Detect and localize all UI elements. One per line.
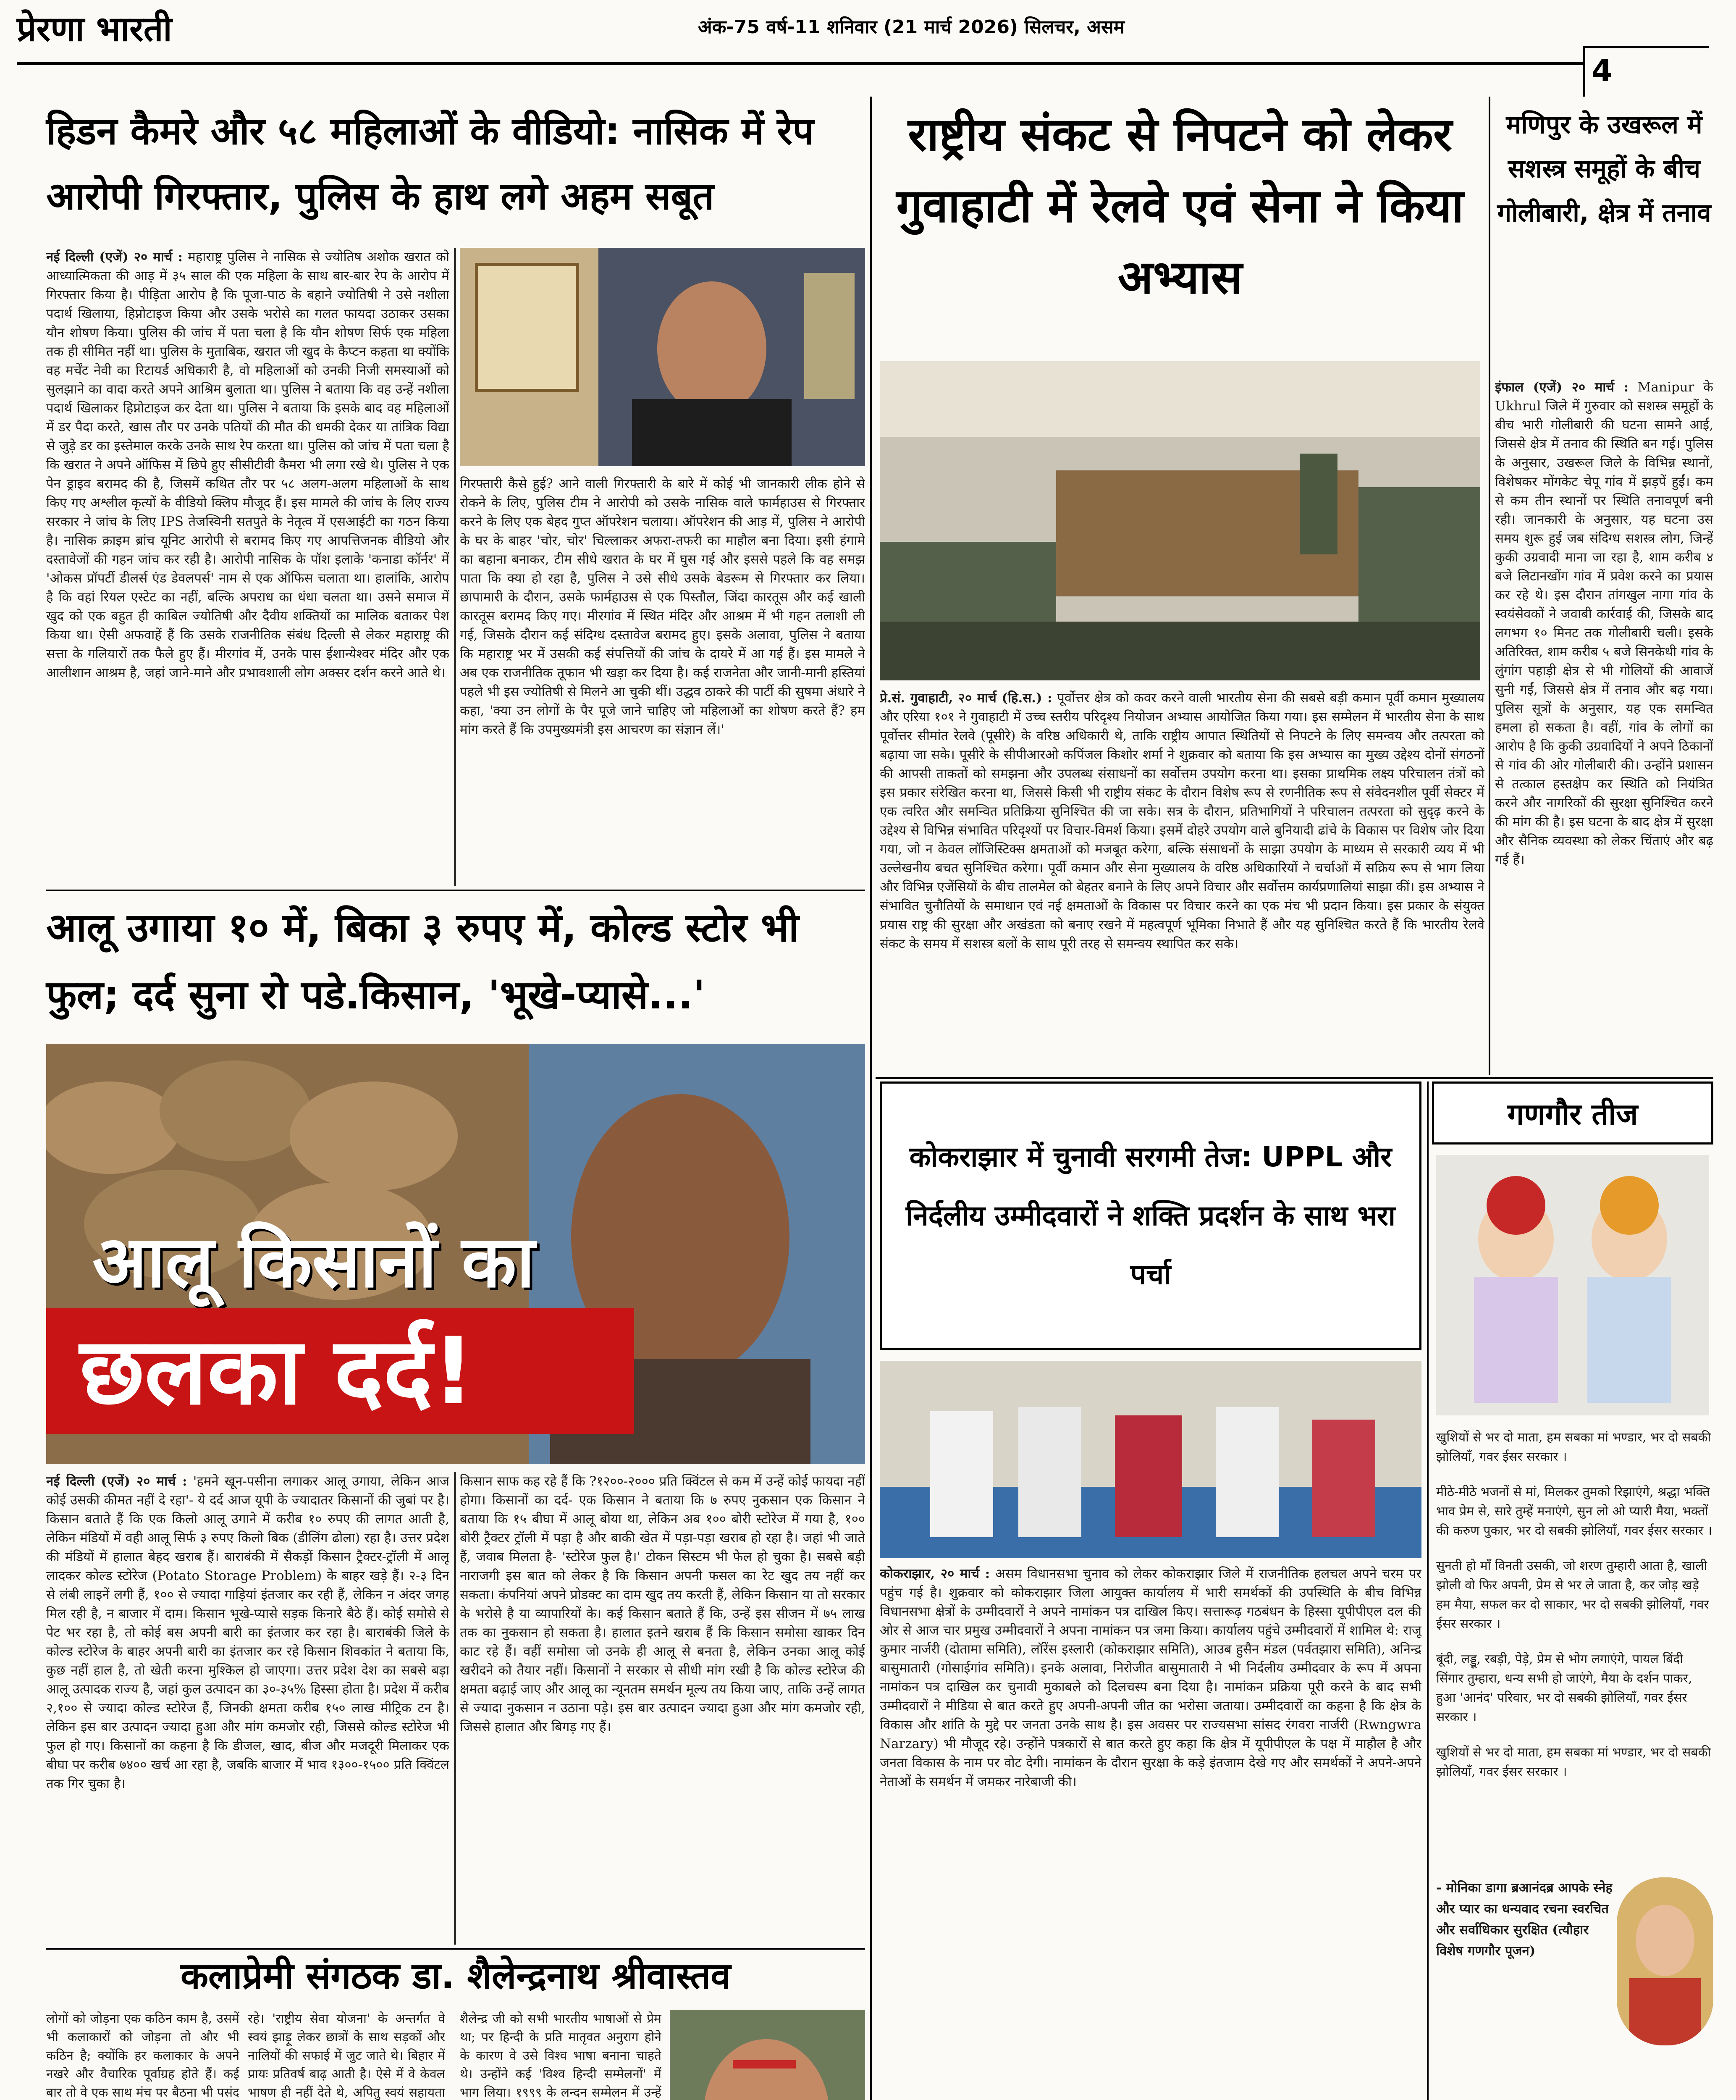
shailendra-body-text-1: लोगों को जोड़ना एक कठिन काम है, उसमें भी कलाकारों को जोड़ना तो और भी कठिन है; क्योंकि हर कलाकार के अपने नखरे और वैचारिक पूर्वाग्रह होते हैं। कई बार तो वे एक साथ मंच पर बैठना भी पसंद bbox=[46, 2011, 239, 2100]
page-number: 4 bbox=[1592, 53, 1613, 88]
kokrajhar-dateline: कोकराझार, २० मार्च : bbox=[880, 1566, 990, 1581]
shailendra-body-col2 bbox=[248, 2010, 445, 2100]
kokrajhar-headline bbox=[880, 1082, 1421, 1350]
kokrajhar-photo-illustration bbox=[880, 1361, 1421, 1558]
manipur-headline: मणिपुर के उखरूल में सशस्त्र समूहों के बीच गोलीबारी, क्षेत्र में तनाव bbox=[1497, 110, 1711, 228]
nashik-body-col1 bbox=[46, 248, 449, 886]
potato-body-text-2: किसान साफ कह रहे हैं कि ?१२००-२००० प्रति क्विंटल से कम में उन्हें कोई फायदा नहीं होगा। किसानों का दर्द- एक किसान ने बताया कि ७ रुपए नुकसान एक किसान ने बताया कि १५ बीघा में आलू बोया था, लेकिन अब १०० बोरी स्टोरेज में गया है, १०० बोरी ट्रैक्टर ट्रॉली में पड़ा है और बाकी खेत में पड़ा-पड़ा खराब हो रहा है। जहां भी जाते हैं, जवाब मिलता है- 'स्टोरेज फुल है।' टोकन सिस्टम भी फेल हो चुका है। सबसे बड़ी नाराजगी इस बात को लेकर है कि किसान अपनी फसल का रेट खुद तय नहीं कर सकता। कंपनियां अपने प्रोडक्ट का दाम खुद तय करती हैं, लेकिन किसान या तो सरकार के भरोसे है या व्यापारियों के। कई किसान बताते हैं कि, उन्हें इस सीजन में ७५ लाख तक का नुकसान हो सकता है। हालात इतने खराब हैं कि किसान समोसा खाकर दिन काट रहे हैं। वहीं समोसा जो उनके ही आलू से बनता है, लेकिन उनका आलू कोई खरीदने को तैयार नहीं। किसानों ने सरकार से सीधी मांग रखी है कि कोल्ड स्टोरेज की क्षमता बढ़ाई जाए और आलू का न्यूनतम समर्थन मूल्य तय किया जाए, ताकि उन्हें लागत से ज्यादा नुकसान न उठाना पड़े। इस बार उत्पादन ज्यादा हुआ और मांग कमजोर रही, जिससे हालात और बिगड़ गए हैं। bbox=[460, 1474, 865, 1735]
author-photo-illustration bbox=[1617, 1877, 1713, 2045]
kokrajhar-nomination-photo bbox=[880, 1361, 1421, 1558]
masthead-page-box bbox=[1583, 46, 1709, 97]
guwahati-meeting-photo bbox=[880, 361, 1480, 680]
nashik-body-text-2: गिरफ्तारी कैसे हुई? आने वाली गिरफ्तारी के बारे में कोई भी जानकारी लीक होने से रोकने के लिए, पुलिस टीम ने आरोपी को उसके नासिक वाले फार्महाउस से गिरफ्तार करने के लिए एक बेहद गुप्त ऑपरेशन चलाया। ऑपरेशन की आड़ में, पुलिस ने आरोपी के घर के बाहर 'चोर, चोर' चिल्लाकर अफरा-तफरी का माहौल बना दिया। इसी हंगामे का बहाना बनाकर, टीम सीधे खरात के घर में घुस गई और इससे पहले कि वह समझ पाता कि क्या हो रहा है, पुलिस ने उसे सीधे उसके बेडरूम से गिरफ्तार कर लिया। छापामारी के दौरान, उसके फार्महाउस से एक पिस्तौल, जिंदा कारतूस और कई खाली कारतूस बरामद किए गए। मीरगांव में स्थित मंदिर और आश्रम में भी गहन तलाशी ली गई, जिसके दौरान कई संदिग्ध दस्तावेज बरामद हुए। इसके अलावा, पुलिस ने बताया कि महाराष्ट्र भर में उसकी कई संपत्तियों की जांच के दायरे में आ गई हैं। इस मामले ने अब एक राजनीतिक तूफान भी खड़ा कर दिया है। कई राजनेता और जानी-मानी हस्तियां पहले भी इस ज्योतिषी से मिलने आ चुकी थीं। उद्धव ठाकरे की पार्टी की सुषमा अंधारे ने कहा, 'क्या उन लोगों के पैर पूजे जाने चाहिए जो महिलाओं का शोषण करते हैं? हम मांग करते हैं कि उपमुख्यमंत्री इस आचरण का संज्ञान लें।' bbox=[460, 476, 865, 737]
column-rule-right-upper bbox=[1489, 97, 1490, 1075]
column-rule-left-inner-2 bbox=[454, 1472, 456, 1945]
guwahati-body-text: पूर्वोत्तर क्षेत्र को कवर करने वाली भारतीय सेना की सबसे बड़ी कमान पूर्वी कमान मुख्यालय और एरिया १०१ ने गुवाहाटी में उच्च स्तरीय परिदृश्य नियोजन अभ्यास आयोजित किया गया। इस सम्मेलन में भारतीय सेना के साथ पूर्वोत्तर सीमांत रेलवे (पूसीरे) के वरिष्ठ अधिकारी थे, ताकि राष्ट्रीय आपात स्थितियों से निपटने के लिए समन्वय और तत्परता को बढ़ाया जा सके। पूसीरे के सीपीआरओ कपिंजल किशोर शर्मा ने शुक्रवार को बताया कि इस अभ्यास का मुख्य उद्देश्य दोनों संगठनों की आपसी ताकतों को समझना और उपलब्ध संसाधनों का सर्वोत्तम उपयोग करना था। इसका प्राथमिक लक्ष्य परिचालन तंत्रों को इस प्रकार संरेखित करना था, जिससे किसी भी राष्ट्रीय संकट के दौरान विशेष रूप से रणनीतिक रूप से संवेदनशील पूर्वी सेक्टर में एक त्वरित और समन्वित प्रतिक्रिया सुनिश्चित की जा सके। सत्र के दौरान, प्रतिभागियों ने परिचालन तत्परता को सुदृढ़ करने के उद्देश्य से विभिन्न संभावित परिदृश्यों पर विचार-विमर्श किया। इसमें दोहरे उपयोग वाले बुनियादी ढांचे के विकास पर विशेष जोर दिया गया, जो न केवल लॉजिस्टिक्स क्षमताओं को मजबूत करेगा, बल्कि संसाधनों के साझा उपयोग के माध्यम से सरकारी व्यय में भी उल्लेखनीय बचत सुनिश्चित करेगा। पूर्वी कमान और सेना मुख्यालय के वरिष्ठ अधिकारियों ने चर्चाओं में सक्रिय रूप से भाग लिया और विभिन्न एजेंसियों के बीच तालमेल को बेहतर बनाने के लिए अपने विचार और सर्वोत्तम कार्यप्रणालियां साझा कीं। इस अभ्यास ने संभावित चुनौतियों के समाधान एवं नई क्षमताओं के विकास पर विचार करने का एक मंच भी प्रदान किया। इस प्रकार के संयुक्त प्रयास राष्ट्र की सुरक्षा और अखंडता को बनाए रखने में महत्वपूर्ण भूमिका निभाते हैं और यह सुनिश्चित करते हैं कि भारतीय रेलवे संकट के समय में सशस्त्र बलों के साथ पूरी तरह से समन्वय स्थापित कर सके। bbox=[880, 690, 1484, 951]
column-rule-left-inner bbox=[454, 248, 456, 886]
section-rule-nashik bbox=[46, 890, 865, 891]
potato-headline: आलू उगाया १० में, बिका ३ रुपए में, कोल्ड स्टोर भी फुल; दर्द सुना रो पडे.किसान, 'भूखे-प्यासे...' bbox=[46, 905, 799, 1018]
potato-dateline: नई दिल्ली (एजें) २० मार्च : bbox=[46, 1474, 187, 1489]
nashik-headline: हिडन कैमरे और ५८ महिलाओं के वीडियो: नासिक में रेप आरोपी गिरफ्तार, पुलिस के हाथ लगे अहम सबूत bbox=[46, 109, 814, 218]
nashik-photo-illustration bbox=[460, 248, 865, 466]
gangaur-author-photo bbox=[1617, 1877, 1713, 2045]
shailendra-body-col3 bbox=[460, 2010, 661, 2100]
potato-body-text-1: 'हमने खून-पसीना लगाकर आलू उगाया, लेकिन आज कोई उसकी कीमत नहीं दे रहा'- ये दर्द आज यूपी के ज्यादातर किसानों की जुबां पर है। किसान बताते हैं कि एक किलो आलू उगाने में करीब १० रुपए की लागत आती है, लेकिन मंडियों में वही आलू सिर्फ ३ रुपए किलो बिक (डीलिंग ढोला) रहा है। उत्तर प्रदेश की मंडियों में हालात बेहद खराब हैं। बाराबंकी में सैकड़ों किसान ट्रैक्टर-ट्रॉली में आलू लादकर कोल्ड स्टोरेज (Potato Storage Problem) के बाहर खड़े हैं। २-३ दिन से लंबी लाइनें लगी हैं, १०० से ज्यादा गाड़ियां इंतजार कर रही हैं, लेकिन न अंदर जगह मिल रही है, न बाजार में दाम। किसान भूखे-प्यासे सड़क किनारे बैठे हैं। कोई समोसे से पेट भर रहा है, तो कोई बस अपनी बारी का इंतजार कर रहा है। बाराबंकी जिले के कोल्ड स्टोरेज के बाहर अपनी बारी का इंतजार कर रहे किसान शिवकांत ने बताया कि, कुछ नहीं हाल है, तो खेती करना मुश्किल हो जाएगा। उत्तर प्रदेश देश का सबसे बड़ा आलू उत्पादक राज्य है, जहां कुल उत्पादन का ३०-३५% हिस्सा होता है। प्रदेश में करीब २,१०० से ज्यादा कोल्ड स्टोरेज हैं, जिनकी क्षमता करीब १५० लाख मीट्रिक टन है। लेकिन इस बार उत्पादन ज्यादा हुआ और मांग कमजोर रही, जिससे कोल्ड स्टोरेज भी फुल हो गए। किसानों का कहना है कि डीजल, खाद, बीज और मजदूरी मिलाकर एक बीघा पर करीब ७४०० खर्च आ रहा है, जबकि बाजार में भाव १३००-१५०० प्रति क्विंटल तक गिर चुका है। bbox=[46, 1474, 449, 1791]
gangaur-title bbox=[1432, 1082, 1713, 1144]
gangaur-photo-illustration bbox=[1436, 1155, 1709, 1415]
masthead-issue-line: अंक-75 वर्ष-11 शनिवार (21 मार्च 2026) सिलचर, असम bbox=[698, 16, 1125, 38]
guwahati-headline: राष्ट्रीय संकट से निपटने को लेकर गुवाहाटी में रेलवे एवं सेना ने किया अभ्यास bbox=[896, 108, 1464, 304]
nashik-body-text-1: महाराष्ट्र पुलिस ने नासिक से ज्योतिष अशोक खरात को आध्यात्मिकता की आड़ में ३५ साल की एक महिला के साथ बार-बार रेप के आरोप में गिरफ्तार किया है। पीड़िता आरोप है कि पूजा-पाठ के बहाने ज्योतिषी ने उसे नशीला पदार्थ खिलाया, हिप्नोटाइज किया और उसके भरोसे का गलत फायदा उठाकर उसका यौन शोषण किया। पुलिस की जांच में पता चला है कि यौन शोषण सिर्फ एक महिला तक ही सीमित नहीं था। पुलिस के मुताबिक, खरात जी खुद के कैप्टन कहता था क्योंकि वह मर्चेंट नेवी का रिटायर्ड अधिकारी है, वो महिलाओं को उनकी निजी समस्याओं को सुलझाने का वादा करते अपने आश्रिम बुलाता था। पुलिस ने बताया कि वह उन्हें नशीला पदार्थ खिलाकर हिप्नोटाइज कर देता था। पुलिस ने बताया कि इसके बाद वह महिलाओं में डर पैदा करते, खास तौर पर उनके पतियों की मौत की धमकी देकर या तांत्रिक विद्या से जुड़े डर का इस्तेमाल करके उनके साथ रेप करता था। पुलिस को जांच में पता चला है कि खरात ने अपने ऑफिस में छिपे हुए सीसीटीवी कैमरा भी लगा रखे थे। पुलिस ने एक पेन ड्राइव बरामद की है, जिसमें कथित तौर पर ५८ अलग-अलग महिलाओं के साथ किए गए अश्लील कृत्यों के वीडियो क्लिप मौजूद हैं। इस मामले की जांच के लिए राज्य सरकार ने जांच के लिए IPS तेजस्विनी सतपुते के नेतृत्व में एसआईटी का गठन किया है। नासिक क्राइम ब्रांच यूनिट आरोपी से बरामद किए गए आपत्तिजनक वीडियो और दस्तावेजों की गहन जांच कर रही है। आरोपी नासिक के पॉश इलाके 'कनाडा कॉर्नर' में 'ओकस प्रॉपर्टी डीलर्स एंड डेवलपर्स' नाम से एक ऑफिस चलाता था। हालांकि, आरोप है कि वहां रियल एस्टेट का नहीं, बल्कि अपराध का धंधा चलता था। उसने समाज में खुद को एक बहुत ही काबिल ज्योतिषी और दैवीय शक्तियों का मालिक बताकर पेश किया था। ऐसी अफवाहें हैं कि उसके राजनीतिक संबंध दिल्ली से लेकर महाराष्ट्र की सत्ता के गलियारों तक फैले हुए हैं। मीरगांव में, उनके पास ईशान्येश्वर मंदिर और एक आलीशान आश्रम है, जहां जाने-माने और प्रभावशाली लोग अक्सर दर्शन करने आते थे। bbox=[46, 249, 449, 680]
nashik-dateline: नई दिल्ली (एजें) २० मार्च : bbox=[46, 249, 183, 265]
gangaur-verse-5: खुशियों से भर दो माता, हम सबका मां भण्डार, भर दो सबकी झोलियाँ, गवर ईसर सरकार । bbox=[1436, 1745, 1711, 1779]
nashik-body-col2 bbox=[460, 475, 865, 886]
masthead-rule bbox=[17, 62, 1583, 65]
potato-farmer-photo bbox=[46, 1044, 865, 1464]
shailendra-body-text-3: शैलेन्द्र जी को सभी भारतीय भाषाओं से प्रेम था; पर हिन्दी के प्रति मातृवत अनुराग होने के कारण वे उसे विश्व भाषा बनाना चाहते थे। उन्होंने कई 'विश्व हिन्दी सम्मेलनों' में भाग लिया। १९९९ के लन्दन सम्मेलन में उन्हें bbox=[460, 2011, 661, 2100]
nashik-accused-photo bbox=[460, 248, 865, 466]
shailendra-body-col1 bbox=[46, 2010, 239, 2100]
kokrajhar-headline-text: कोकराझार में चुनावी सरगमी तेज: UPPL और निर्दलीय उम्मीदवारों ने शक्ति प्रदर्शन के साथ भरा पर्चा bbox=[906, 1141, 1395, 1291]
gangaur-verse-4: बूंदी, लड्डू, रबड़ी, पेड़े, प्रेम से भोग लगाएंगे, पायल बिंदी सिंगार तुम्हारा, धन्य सभी हो जाएंगे, मैया के दर्शन पाकर, हुआ 'आनंद' परिवार, भर दो सबकी झोलियाँ, गवर ईसर सरकार । bbox=[1436, 1652, 1692, 1725]
guwahati-dateline: प्रे.सं. गुवाहाटी, २० मार्च (हि.स.) : bbox=[880, 690, 1052, 706]
gangaur-author bbox=[1436, 1877, 1613, 2045]
potato-body-col2 bbox=[460, 1472, 865, 1945]
manipur-body bbox=[1495, 378, 1713, 1075]
section-rule-potato bbox=[46, 1948, 865, 1950]
shailendra-body-text-2: रहे। 'राष्ट्रीय सेवा योजना' के अन्तर्गत वे स्वयं झाड़ू लेकर छात्रों के साथ सड़कों और नालियों की सफाई में जुट जाते थे। बिहार में प्रायः प्रतिवर्ष बाढ़ आती है। ऐसे में वे केवल भाषण ही नहीं देते थे, अपितु स्वयं सहायता bbox=[248, 2011, 445, 2100]
guwahati-body bbox=[880, 689, 1484, 1075]
potato-photo-title-line2: छलका दर्द! bbox=[46, 1308, 634, 1434]
shailendra-portrait-photo bbox=[670, 2010, 865, 2100]
gangaur-idol-photo bbox=[1436, 1155, 1709, 1415]
column-rule-right-lower bbox=[1427, 1082, 1429, 2100]
kokrajhar-body-text: असम विधानसभा चुनाव को लेकर कोकराझार जिले में राजनीतिक हलचल अपने चरम पर पहुंच गई है। शुक्रवार को कोकराझार जिला आयुक्त कार्यालय में भारी समर्थकों की उपस्थिति के बीच विभिन्न विधानसभा क्षेत्रों के उम्मीदवारों ने अपने नामांकन पत्र दाखिल किए। सत्तारूढ़ गठबंधन के हिस्सा यूपीपीएल दल की ओर से आज चार प्रमुख उम्मीदवारों ने अपना नामांकन पत्र जमा किया। कार्यालय पहुंचे उम्मीदवारों में शामिल थे: राजू कुमार नार्जरी (दोतामा समिति), लॉरेंस इस्लारी (कोकराझार समिति), आउब हुसैन मंडल (पर्वतझारा समिति), अनिन्द्र बासुमातारी (गोसाईगांव समिति)। इनके अलावा, निरोजीत बासुमातारी ने भी निर्दलीय उम्मीदवार के रूप में अपना नामांकन पत्र दाखिल कर चुनावी मुकाबले को दिलचस्प बना दिया है। नामांकन प्रक्रिया पूरी करने के बाद सभी उम्मीदवारों ने मीडिया से बात करते हुए अपनी-अपनी जीत का भरोसा जताया। उम्मीदवारों का कहना है कि क्षेत्र के विकास और शांति के मुद्दे पर जनता उनके साथ है। इस अवसर पर राज्यसभा सांसद रंगवरा नार्जरी (Rwngwra Narzary) भी मौजूद रहे। उन्होंने पत्रकारों से बात करते हुए कहा कि क्षेत्र में यूपीपीएल के पक्ष में माहौल है और जनता विकास के नाम पर वोट देगी। नामांकन के दौरान सुरक्षा के कड़े इंतजाम देखे गए और समर्थकों ने अपने-अपने नेताओं के समर्थन में जमकर नारेबाजी की। bbox=[880, 1566, 1421, 1789]
guwahati-photo-illustration bbox=[880, 361, 1480, 680]
gangaur-verse-3: सुनती हो माँ विनती उसकी, जो शरण तुम्हारी आता है, खाली झोली वो फिर अपनी, प्रेम से भर ले जाता है, कर जोड़ खड़े हम मैया, सफल कर दो साकार, भर दो सबकी झोलियाँ, गवर ईसर सरकार । bbox=[1436, 1559, 1709, 1631]
kokrajhar-body bbox=[880, 1564, 1421, 2100]
column-rule-center bbox=[870, 97, 872, 2100]
manipur-body-text: Manipur के Ukhrul जिले में गुरुवार को सशस्त्र समूहों के बीच भारी गोलीबारी की घटना सामने आई, जिससे क्षेत्र में तनाव की स्थिति बन गई। पुलिस के अनुसार, उखरूल जिले के विभिन्न स्थानों, विशेषकर मोंगकेट चेपू गांव में झड़पें हुईं। कम से कम तीन स्थानों पर स्थिति तनावपूर्ण बनी रही। जानकारी के अनुसार, यह घटना उस समय शुरू हुई जब संदिग्ध सशस्त्र लोग, जिन्हें कुकी उग्रवादी माना जा रहा है, शाम करीब ४ बजे लिटानखोंग गांव में प्रवेश करने का प्रयास कर रहे थे। इस दौरान तांगखुल नागा गांव के स्वयंसेवकों ने जवाबी कार्रवाई की, जिसके बाद लगभग १० मिनट तक गोलीबारी चली। इसके अतिरिक्त, शाम करीब ५ बजे सिनकेथी गांव के लुंगांग पहाड़ी क्षेत्र से भी गोलियों की आवाजें सुनी गईं, जिससे क्षेत्र में तनाव और बढ़ गया। पुलिस सूत्रों के अनुसार, यह एक समन्वित हमला हो सकता है। वहीं, गांव के लोगों का आरोप है कि कुकी उग्रवादियों ने अपने ठिकानों से गांव की ओर गोलीबारी की। उन्होंने प्रशासन से तत्काल हस्तक्षेप कर स्थिति को नियंत्रित करने और नागरिकों की सुरक्षा सुनिश्चित करने की मांग की है। इस घटना के बाद क्षेत्र में सुरक्षा और सैनिक व्यवस्था को लेकर चिंताएं और बढ़ गई हैं। bbox=[1495, 380, 1713, 867]
gangaur-verse-2: मीठे-मीठे भजनों से मां, मिलकर तुमको रिझाएंगे, श्रद्धा भक्ति भाव प्रेम से, सारे तुम्हें मनाएंगे, सुन लो ओ प्यारी मैया, भक्तों की करुण पुकार, भर दो सबकी झोलियाँ, गवर ईसर सरकार । bbox=[1436, 1485, 1712, 1538]
gangaur-verse-1: खुशियों से भर दो माता, हम सबका मां भण्डार, भर दो सबकी झोलियाँ, गवर ईसर सरकार । bbox=[1436, 1430, 1711, 1464]
gangaur-author-text: - मोनिका डागा ब्रआनंदब्र आपके स्नेह और प्यार का धन्यवाद रचना स्वरचित और सर्वाधिकार सुरक्षित (त्यौहार विशेष गणगौर पूजन) bbox=[1436, 1880, 1613, 1958]
shailendra-photo-illustration bbox=[670, 2010, 865, 2100]
potato-photo-title-line1: आलू किसानों का bbox=[92, 1221, 535, 1304]
gangaur-verses bbox=[1436, 1428, 1713, 1873]
section-rule-guwahati bbox=[876, 1077, 1713, 1079]
shailendra-headline: कलाप्रेमी संगठक डा. शैलेन्द्रनाथ श्रीवास्तव bbox=[180, 1955, 731, 1997]
potato-body-col1 bbox=[46, 1472, 449, 1945]
masthead-paper-name: प्रेरणा भारती bbox=[17, 9, 172, 49]
manipur-dateline: इंफाल (एजें) २० मार्च : bbox=[1495, 380, 1629, 395]
gangaur-title-text: गणगौर तीज bbox=[1507, 1097, 1638, 1131]
